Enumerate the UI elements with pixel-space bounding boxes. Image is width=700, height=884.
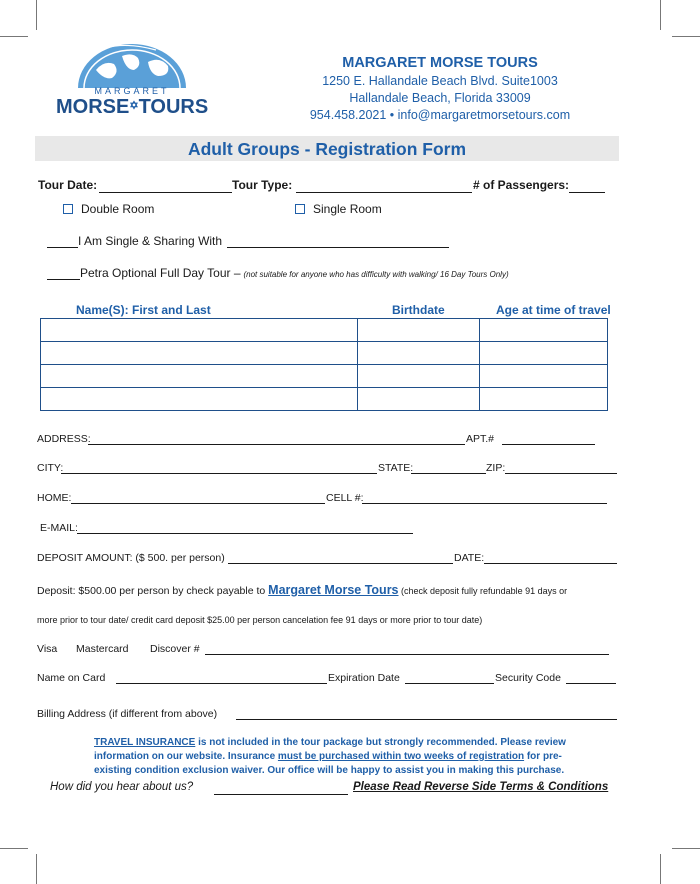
insurance-line1	[94, 736, 614, 750]
table-row	[41, 319, 608, 342]
mastercard-label: Mastercard	[76, 643, 129, 655]
home-phone-field[interactable]	[71, 503, 325, 504]
globe-logo-icon	[56, 40, 208, 90]
zip-field[interactable]	[505, 473, 617, 474]
age-cell[interactable]	[480, 342, 608, 365]
email-field[interactable]	[77, 533, 413, 534]
crop-mark	[36, 854, 37, 884]
company-address-2: Hallandale Beach, Florida 33009	[349, 91, 531, 105]
petra-note: (not suitable for anyone who has difficulty with walking/ 16 Day Tours Only)	[243, 270, 509, 279]
single-room-option[interactable]	[295, 202, 382, 216]
names-table	[40, 318, 608, 411]
travel-insurance-link[interactable]: TRAVEL INSURANCE	[94, 737, 196, 748]
birthdate-cell[interactable]	[358, 319, 480, 342]
deposit-terms-line2: more prior to tour date/ credit card deposit $25.00 per person cancelation fee 91 days or more prior to tour date)	[37, 615, 483, 625]
passengers-label: # of Passengers:	[473, 178, 570, 192]
age-cell[interactable]	[480, 319, 608, 342]
deposit-amount-field[interactable]	[228, 563, 453, 564]
name-cell[interactable]	[41, 388, 358, 411]
insurance-text1: is not included in the tour package but strongly recommended. Please review	[195, 737, 566, 748]
crop-mark	[672, 36, 700, 37]
crop-mark	[36, 0, 37, 30]
insurance-deadline: must be purchased within two weeks of registration	[277, 751, 525, 762]
billing-address-label: Billing Address (if different from above)	[37, 708, 218, 720]
apt-field[interactable]	[502, 444, 595, 445]
double-room-label: Double Room	[81, 202, 155, 216]
insurance-line3: existing condition exclusion waiver. Our office will be happy to assist you in making this purchase.	[94, 765, 565, 776]
name-cell[interactable]	[41, 365, 358, 388]
deposit-terms-line1	[37, 583, 567, 597]
table-row	[41, 365, 608, 388]
visa-label: Visa	[37, 643, 58, 655]
petra-check-field[interactable]	[47, 279, 80, 280]
name-cell[interactable]	[41, 319, 358, 342]
crop-mark	[0, 848, 28, 849]
zip-label: ZIP:	[486, 462, 506, 474]
birthdate-cell[interactable]	[358, 342, 480, 365]
hear-about-us-label: How did you hear about us?	[50, 781, 194, 793]
name-on-card-label: Name on Card	[37, 672, 106, 684]
name-on-card-field[interactable]	[116, 683, 327, 684]
address-label: ADDRESS:	[37, 433, 91, 445]
hear-about-us-field[interactable]	[214, 794, 348, 795]
age-cell[interactable]	[480, 388, 608, 411]
single-room-label: Single Room	[313, 202, 382, 216]
home-phone-label: HOME:	[37, 492, 72, 504]
name-cell[interactable]	[41, 342, 358, 365]
double-room-checkbox[interactable]	[63, 204, 73, 214]
city-label: CITY:	[37, 462, 64, 474]
company-name: MARGARET MORSE TOURS	[342, 55, 538, 71]
form-title: Adult Groups - Registration Form	[187, 139, 467, 159]
table-row	[41, 342, 608, 365]
sharing-check-field[interactable]	[47, 247, 78, 248]
date-field[interactable]	[484, 563, 617, 564]
city-field[interactable]	[61, 473, 377, 474]
birthdate-col-header: Birthdate	[392, 303, 445, 317]
crop-mark	[672, 848, 700, 849]
deposit-prefix: Deposit: $500.00 per person by check payable to	[37, 585, 269, 597]
company-address-1: 1250 E. Hallandale Beach Blvd. Suite1003	[322, 74, 558, 88]
sharing-label: I Am Single & Sharing With	[78, 234, 223, 248]
expiration-label: Expiration Date	[328, 672, 400, 684]
insurance-text2c: for pre-	[524, 751, 562, 762]
tour-date-label: Tour Date:	[38, 178, 98, 192]
names-col-header: Name(S): First and Last	[76, 303, 211, 317]
cell-phone-label: CELL #:	[326, 492, 364, 504]
passengers-field[interactable]	[569, 192, 605, 193]
logo-line1: MARGARET	[94, 86, 170, 96]
address-field[interactable]	[88, 444, 465, 445]
reverse-side-notice: Please Read Reverse Side Terms & Conditions	[353, 781, 609, 793]
tour-date-field[interactable]	[99, 192, 232, 193]
age-cell[interactable]	[480, 365, 608, 388]
payee-link[interactable]: Margaret Morse Tours	[268, 583, 399, 597]
birthdate-cell[interactable]	[358, 388, 480, 411]
apt-label: APT.#	[466, 433, 495, 445]
crop-mark	[0, 36, 28, 37]
security-code-field[interactable]	[566, 683, 616, 684]
expiration-field[interactable]	[405, 683, 494, 684]
card-number-field[interactable]	[205, 654, 609, 655]
crop-mark	[660, 0, 661, 30]
insurance-note	[94, 736, 614, 778]
birthdate-cell[interactable]	[358, 365, 480, 388]
logo-line3: TOURS	[138, 96, 209, 118]
star-icon: ✡	[129, 100, 139, 112]
tour-type-field[interactable]	[296, 192, 472, 193]
company-contact: 954.458.2021 • info@margaretmorsetours.com	[309, 108, 571, 122]
security-code-label: Security Code	[495, 672, 561, 684]
tour-type-label: Tour Type:	[232, 178, 293, 192]
discover-label: Discover #	[150, 643, 200, 655]
email-label: E-MAIL:	[40, 522, 78, 534]
logo-line2: MORSE	[56, 96, 130, 118]
billing-address-field[interactable]	[236, 719, 617, 720]
deposit-amount-label: DEPOSIT AMOUNT: ($ 500. per person)	[37, 552, 225, 564]
deposit-suffix: (check deposit fully refundable 91 days or	[398, 586, 568, 596]
double-room-option[interactable]	[63, 202, 154, 216]
cell-phone-field[interactable]	[362, 503, 607, 504]
table-row	[41, 388, 608, 411]
age-col-header: Age at time of travel	[496, 303, 611, 317]
sharing-with-field[interactable]	[227, 247, 449, 248]
state-field[interactable]	[411, 473, 486, 474]
petra-label: Petra Optional Full Day Tour –	[80, 266, 241, 280]
crop-mark	[660, 854, 661, 884]
petra-tour-option	[80, 266, 509, 280]
insurance-text2a: information on our website. Insurance	[94, 751, 278, 762]
state-label: STATE:	[378, 462, 414, 474]
date-label: DATE:	[454, 552, 485, 564]
single-room-checkbox[interactable]	[295, 204, 305, 214]
company-logo	[56, 40, 208, 122]
logo-wordmark	[56, 96, 208, 119]
insurance-line2	[94, 750, 614, 764]
